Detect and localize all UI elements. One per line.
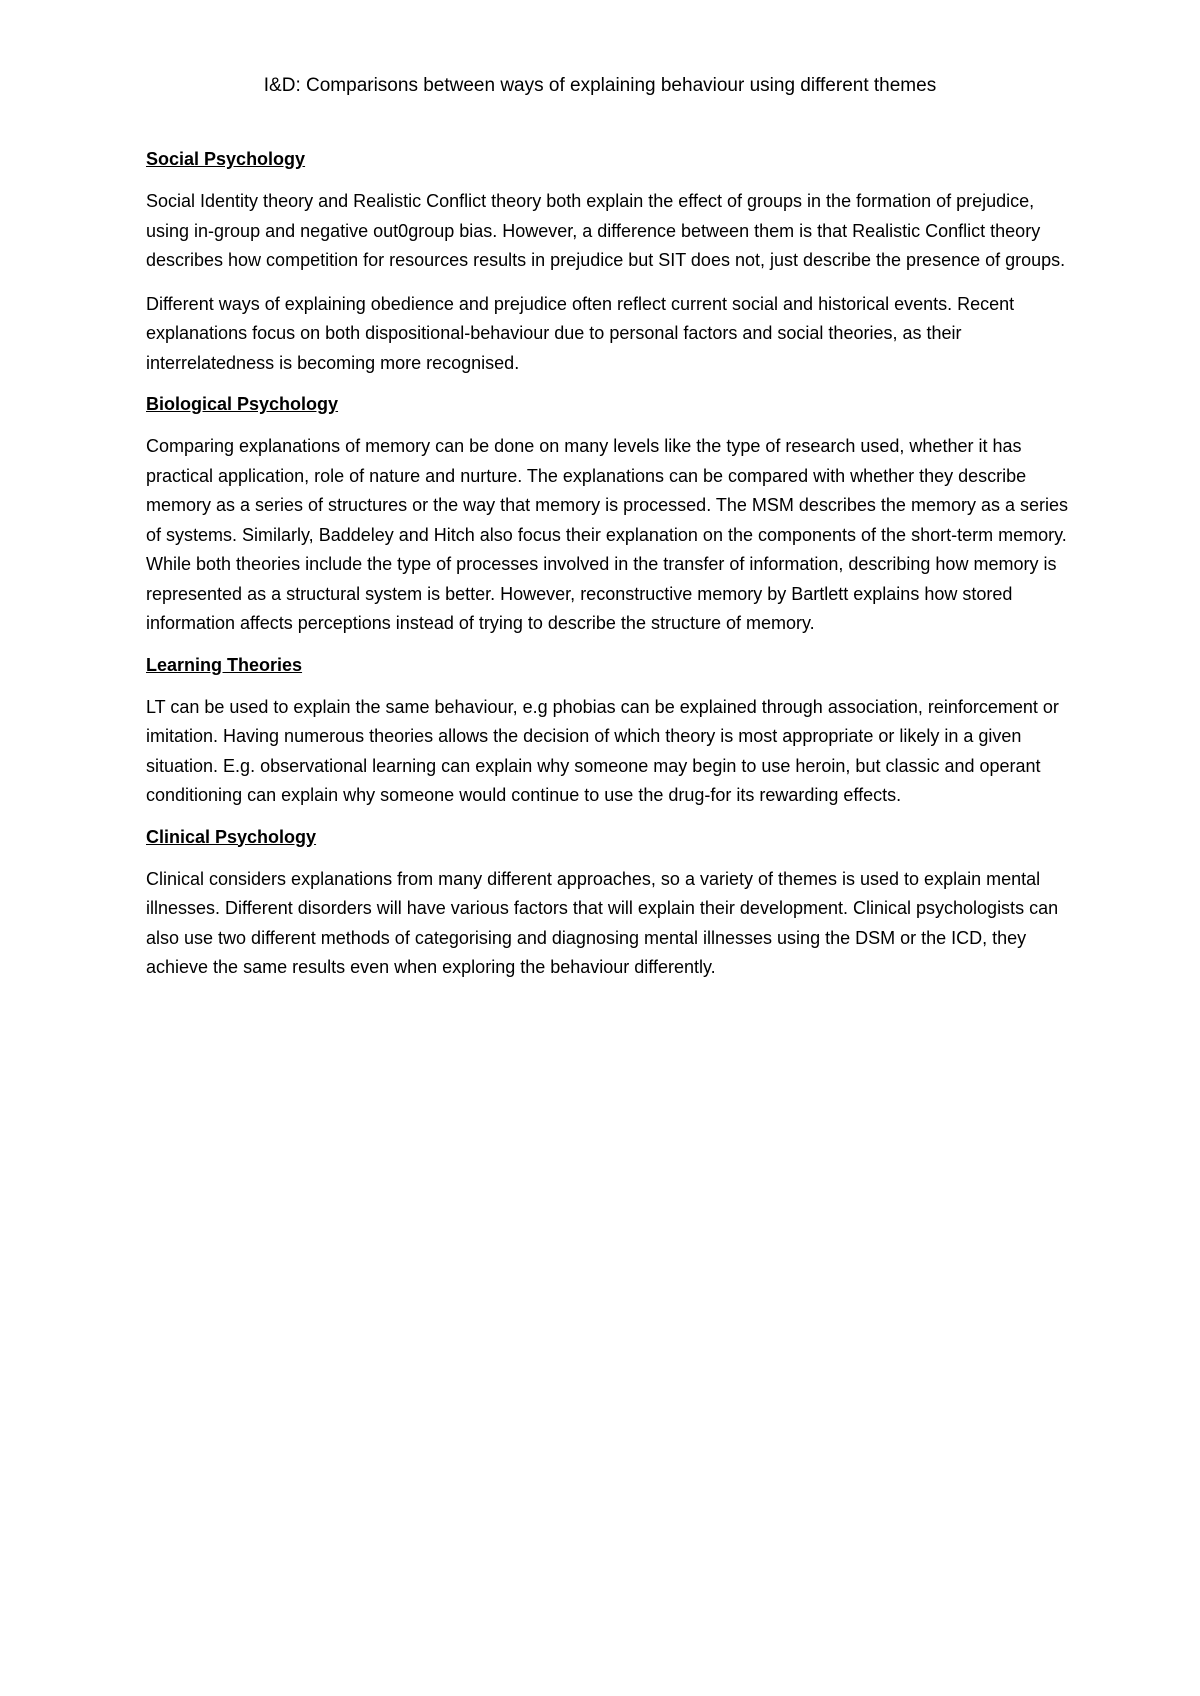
section-heading: Learning Theories xyxy=(146,654,303,675)
section-social-psychology xyxy=(146,147,1076,378)
paragraph: Comparing explanations of memory can be done on many levels like the type of research used, whether it has practical application, role of nature and nurture. The explanations can be compared with whether they describe memory as a series of structures or the way that memory is processed. The MSM describes the memory as a series of systems. Similarly, Baddeley and Hitch also focus their explanation on the components of the short-term memory. While both theories include the type of processes involved in the transfer of information, describing how memory is represented as a structural system is better. However, reconstructive memory by Bartlett explains how stored information affects perceptions instead of trying to describe the structure of memory. xyxy=(146,436,1068,633)
paragraph: Social Identity theory and Realistic Conflict theory both explain the effect of groups in the formation of prejudice, using in-group and negative out0group bias. However, a difference between them is that Realistic Conflict theory describes how competition for resources results in prejudice but SIT does not, just describe the presence of groups. xyxy=(146,191,1066,270)
section-heading: Social Psychology xyxy=(146,149,306,169)
section-biological-psychology xyxy=(146,392,1076,639)
section-learning-theories xyxy=(146,653,1076,811)
paragraph: LT can be used to explain the same behaviour, e.g phobias can be explained through association, reinforcement or imitation. Having numerous theories allows the decision of which theory is most appropriate or likely in a given situation. E.g. observational learning can explain why someone may begin to use heroin, but classic and operant conditioning can explain why someone would continue to use the drug-for its rewarding effects. xyxy=(146,696,1059,805)
section-heading: Biological Psychology xyxy=(146,394,339,414)
document-body xyxy=(146,147,1076,997)
document-title: I&D: Comparisons between ways of explaining behaviour using different themes xyxy=(263,75,937,96)
paragraph: Different ways of explaining obedience and prejudice often reflect current social and historical events. Recent explanations focus on both dispositional-behaviour due to personal factors and social theories, as their interrelatedness is becoming more recognised. xyxy=(146,293,1015,373)
section-clinical-psychology xyxy=(146,825,1076,983)
paragraph: Clinical considers explanations from many different approaches, so a variety of themes is used to explain mental illnesses. Different disorders will have various factors that will explain their development. Clinical psychologists can also use two different methods of categorising and diagnosing mental illnesses using the DSM or the ICD, they achieve the same results even when exploring the behaviour differently. xyxy=(146,868,1059,977)
section-heading: Clinical Psychology xyxy=(146,826,317,847)
